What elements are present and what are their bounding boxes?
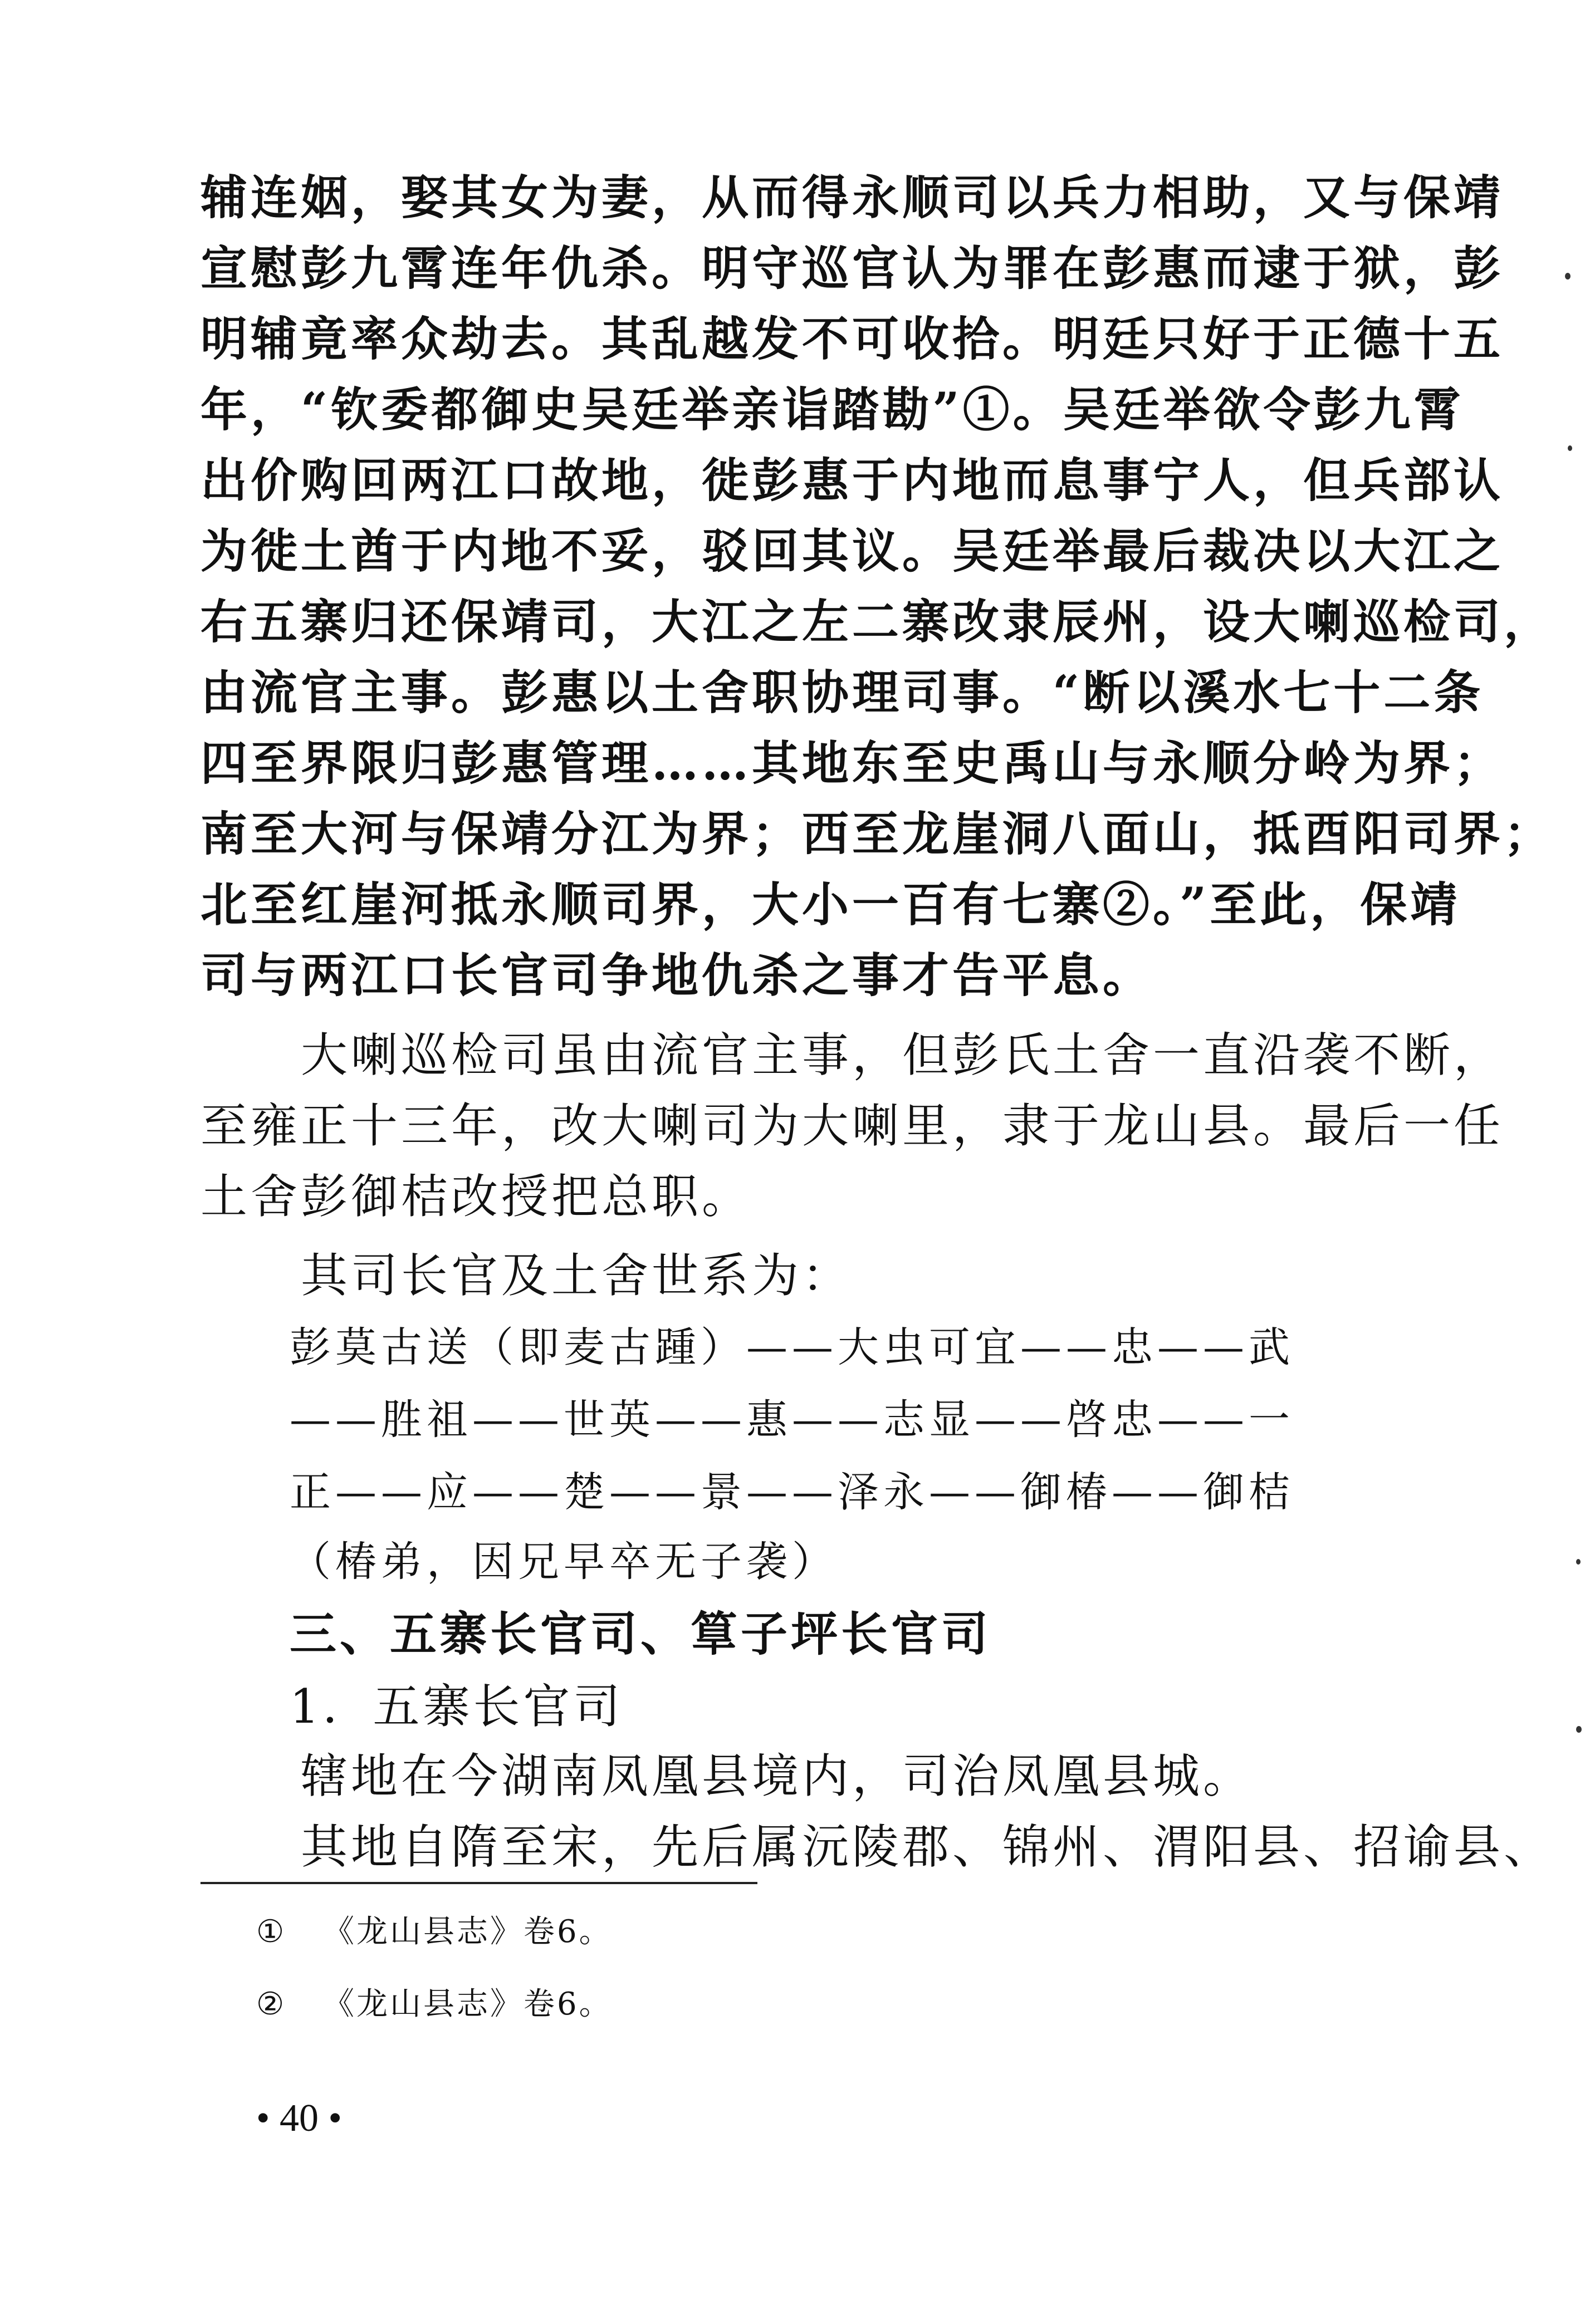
body-line-11: 北至红崖河抵永顺司界，大小一百有七寨②。”至此，保靖	[200, 877, 1461, 932]
scan-speck	[1576, 1559, 1581, 1565]
lineage-line-1: 彭莫古送（即麦古踵）——大虫可宜——忠——武	[290, 1323, 1294, 1371]
footnote-2	[256, 1982, 613, 2027]
lineage-line-3: 正——应——楚——景——泽永——御椿——御桔	[290, 1468, 1294, 1516]
para-line-1: 辖地在今湖南凤凰县境内，司治凤凰县城。	[200, 1749, 1254, 1803]
body-line-3: 明辅竟率众劫去。其乱越发不可收拾。明廷只好于正德十五	[200, 311, 1504, 366]
body-line-5: 出价购回两江口故地，徙彭惠于内地而息事宁人，但兵部认	[200, 453, 1504, 508]
body-line-4: 年，“钦委都御史吴廷举亲诣踏勘”①。吴廷举欲令彭九霄	[200, 382, 1464, 437]
footnote-1	[256, 1910, 613, 1954]
body-line-12: 司与两江口长官司争地仇杀之事才告平息。	[200, 948, 1153, 1003]
body-line-6: 为徙土酋于内地不妥，驳回其议。吴廷举最后裁决以大江之	[200, 523, 1504, 578]
body-line-7: 右五寨归还保靖司，大江之左二寨改隶辰州，设大喇巡检司，	[200, 594, 1554, 649]
body-line-10: 南至大河与保靖分江为界；西至龙崖洞八面山，抵酉阳司界；	[200, 806, 1554, 861]
scan-speck	[1565, 273, 1571, 280]
scan-speck	[1576, 1726, 1582, 1733]
page-number: • 40 •	[256, 2097, 343, 2140]
para-line-2: 其地自隋至宋，先后属沅陵郡、锦州、渭阳县、招谕县、	[200, 1820, 1554, 1874]
subsection-heading: 1．五寨长官司	[290, 1679, 624, 1734]
footnote-1-text: 《龙山县志》卷6。	[323, 1914, 613, 1950]
body-line-9: 四至界限归彭惠管理……其地东至史禹山与永顺分岭为界；	[200, 736, 1504, 791]
footnote-2-text: 《龙山县志》卷6。	[323, 1986, 613, 2022]
body-line-14: 至雍正十三年，改大喇司为大喇里，隶于龙山县。最后一任	[200, 1099, 1504, 1153]
body-line-2: 宣慰彭九霄连年仇杀。明守巡官认为罪在彭惠而逮于狱，彭	[200, 241, 1504, 296]
footnote-2-mark: ②	[256, 1986, 287, 2022]
body-line-1: 辅连姻，娶其女为妻，从而得永顺司以兵力相助，又与保靖	[200, 170, 1504, 225]
footnote-1-mark: ①	[256, 1914, 287, 1950]
section-heading: 三、五寨长官司、筸子坪长官司	[290, 1606, 992, 1661]
lineage-line-2: ——胜祖——世英——惠——志显——啓忠——一	[290, 1396, 1294, 1444]
body-line-8: 由流官主事。彭惠以土舍职协理司事。“断以溪水七十二条	[200, 665, 1484, 720]
scan-speck	[1568, 445, 1572, 451]
lineage-line-4: （椿弟，因兄早卒无子袭）	[290, 1538, 838, 1586]
body-line-13: 大喇巡检司虽由流官主事，但彭氏土舍一直沿袭不断，	[200, 1028, 1504, 1082]
body-line-15: 土舍彭御桔改授把总职。	[200, 1169, 752, 1224]
footnote-divider	[200, 1882, 757, 1884]
body-line-16: 其司长官及土舍世系为：	[200, 1248, 853, 1303]
